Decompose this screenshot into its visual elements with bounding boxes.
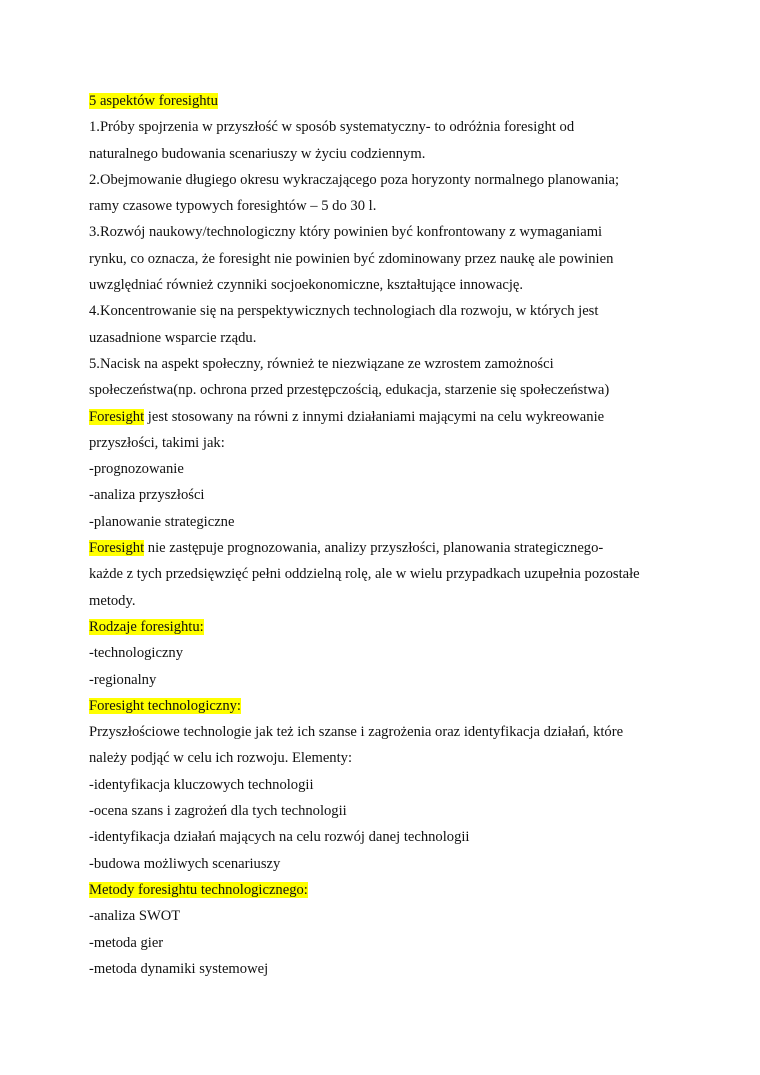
- list-item-element: -identyfikacja działań mających na celu rozwój danej technologii: [89, 829, 470, 846]
- paragraph-2-text: nie zastępuje prognozowania, analizy przyszłości, planowania strategicznego-: [144, 540, 604, 557]
- paragraph-1-line-1: [89, 404, 689, 430]
- highlight-heading-types: Rodzaje foresightu:: [89, 618, 204, 635]
- aspect-3-line-1: 3.Rozwój naukowy/technologiczny który powinien być konfrontowany z wymaganiami: [89, 224, 603, 241]
- list-item-activity: -planowanie strategiczne: [89, 513, 235, 530]
- heading-tech-foresight: [89, 693, 689, 719]
- list-item-element: -budowa możliwych scenariuszy: [89, 855, 281, 872]
- aspect-3-line-2: rynku, co oznacza, że foresight nie powinien być zdominowany przez naukę ale powinien: [89, 250, 614, 267]
- aspect-5-line-2: społeczeństwa(np. ochrona przed przestępczością, edukacja, starzenie się społeczeństwa): [89, 382, 610, 399]
- list-item-activity: -prognozowanie: [89, 461, 184, 478]
- list-item-type: -regionalny: [89, 671, 157, 688]
- aspect-2-line-1: 2.Obejmowanie długiego okresu wykraczającego poza horyzonty normalnego planowania;: [89, 171, 620, 188]
- aspect-4-line-1: 4.Koncentrowanie się na perspektywicznych technologiach dla rozwoju, w których jest: [89, 303, 599, 320]
- tech-paragraph-line-2: należy podjąć w celu ich rozwoju. Elementy:: [89, 750, 352, 767]
- paragraph-1-text: jest stosowany na równi z innymi działaniami mającymi na celu wykreowanie: [144, 408, 605, 425]
- heading-methods: [89, 877, 689, 903]
- paragraph-2-line-2: każde z tych przedsięwzięć pełni oddzielną rolę, ale w wielu przypadkach uzupełnia pozostałe: [89, 566, 640, 583]
- aspect-1-line-2: naturalnego budowania scenariuszy w życiu codziennym.: [89, 145, 426, 162]
- list-item-method: -metoda dynamiki systemowej: [89, 960, 269, 977]
- list-item-element: -ocena szans i zagrożeń dla tych technologii: [89, 803, 347, 820]
- list-item-type: -technologiczny: [89, 645, 184, 662]
- aspect-1-line-1: 1.Próby spojrzenia w przyszłość w sposób systematyczny- to odróżnia foresight od: [89, 119, 575, 136]
- highlight-heading-tech: Foresight technologiczny:: [89, 697, 241, 714]
- tech-paragraph-line-1: Przyszłościowe technologie jak też ich szanse i zagrożenia oraz identyfikacja działań, które: [89, 724, 624, 741]
- list-item-element: -identyfikacja kluczowych technologii: [89, 776, 314, 793]
- aspect-5-line-1: 5.Nacisk na aspekt społeczny, również te niezwiązane ze wzrostem zamożności: [89, 355, 554, 372]
- heading-aspects: [89, 88, 689, 114]
- paragraph-2-line-3: metody.: [89, 592, 136, 609]
- document-page: [89, 88, 689, 982]
- list-item-activity: -analiza przyszłości: [89, 487, 205, 504]
- paragraph-2-line-1: [89, 535, 689, 561]
- list-item-method: -analiza SWOT: [89, 908, 181, 925]
- heading-types: [89, 614, 689, 640]
- aspect-2-line-2: ramy czasowe typowych foresightów – 5 do 30 l.: [89, 198, 377, 215]
- aspect-4-line-2: uzasadnione wsparcie rządu.: [89, 329, 257, 346]
- aspect-3-line-3: uwzględniać również czynniki socjoekonomiczne, kształtujące innowację.: [89, 277, 523, 294]
- highlight-heading-aspects: 5 aspektów foresightu: [89, 93, 218, 109]
- list-item-method: -metoda gier: [89, 934, 164, 951]
- highlight-foresight-keyword: Foresight: [89, 408, 145, 425]
- highlight-heading-methods: Metody foresightu technologicznego:: [89, 881, 308, 898]
- highlight-foresight-keyword: Foresight: [89, 540, 145, 557]
- paragraph-1-line-2: przyszłości, takimi jak:: [89, 434, 225, 451]
